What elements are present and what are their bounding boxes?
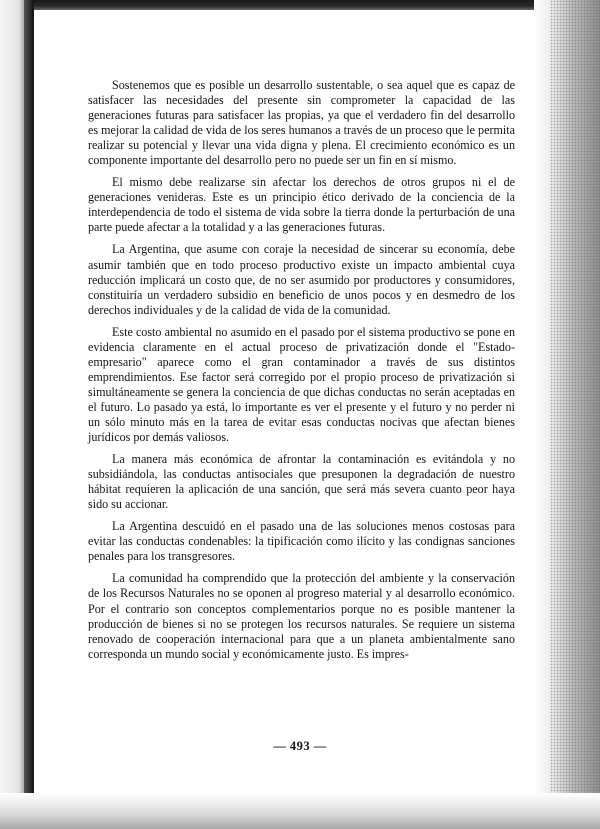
paragraph-4: Este costo ambiental no asumido en el pasado por el sistema productivo se pone en evidencia claramente en el actual proceso de privatización donde el "Estado-empresario" aparece como el gran contaminador a través de sus distintos emprendimientos. Ese factor será corregido por el propio proceso de privatización si simultáneamente se genera la conciencia de que dichas conductas no serán aceptadas en el futuro. Lo pasado ya está, lo importante es ver el presente y el futuro y no perder ni un sólo minuto más en la tarea de evitar esas conductas nocivas que afectan bienes jurídicos por demás valiosos. — [88, 324, 515, 445]
paragraph-2: El mismo debe realizarse sin afectar los derechos de otros grupos ni el de generaciones venideras. Este es un principio ético derivado de la conciencia de la interdependencia de todo el sistema de vida sobre la tierra donde la perturbación de una parte puede afectar a la totalidad y a las generaciones futuras. — [88, 175, 515, 235]
page-number: — 493 — — [273, 739, 327, 753]
scan-noise-right — [550, 0, 600, 829]
paragraph-3: La Argentina, que asume con coraje la necesidad de sincerar su economía, debe asumir también que en todo proceso productivo existe un impacto ambiental cuya reducción implicará un costo que, de no ser asumido por productores y consumidores, constituiría un verdadero subsidio en beneficio de unos pocos y en desmedro de los derechos individuales y de la calidad de vida de la comunidad. — [88, 242, 515, 317]
paragraph-1: Sostenemos que es posible un desarrollo sustentable, o sea aquel que es capaz de satisfacer las necesidades del presente sin comprometer la capacidad de las generaciones futuras para satisfacer las propias, ya que el verdadero fin del desarrollo es mejorar la calidad de vida de los seres humanos a través de un proceso que le permita realizar su potencial y llevar una vida digna y plena. El crecimiento económico es un componente importante del desarrollo pero no puede ser un fin en sí mismo. — [88, 78, 515, 168]
scan-border-bottom — [0, 793, 600, 829]
book-spine-shadow — [24, 0, 34, 829]
page-body — [88, 78, 515, 669]
scan-border-top — [0, 0, 600, 10]
paragraph-5: La manera más económica de afrontar la contaminación es evitándola y no subsidiándola, las conductas antisociales que presuponen la degradación de nuestro hábitat requieren la aplicación de una sanción, que será más severa cuanto peor haya sido su accionar. — [88, 452, 515, 512]
paragraph-7: La comunidad ha comprendido que la protección del ambiente y la conservación de los Recursos Naturales no se oponen al progreso material y al desarrollo económico. Por el contrario son conceptos complementarios porque no es posible mantener la producción de bienes si no se protegen los recursos naturales. Se requiere un sistema renovado de cooperación internacional para que a un planeta ambientalmente sano corresponda un mundo social y económicamente justo. Es impres- — [88, 571, 515, 661]
paragraph-6: La Argentina descuidó en el pasado una de las soluciones menos costosas para evitar las conductas condenables: la tipificación como ilícito y las condignas sanciones penales para los transgresores. — [88, 519, 515, 564]
